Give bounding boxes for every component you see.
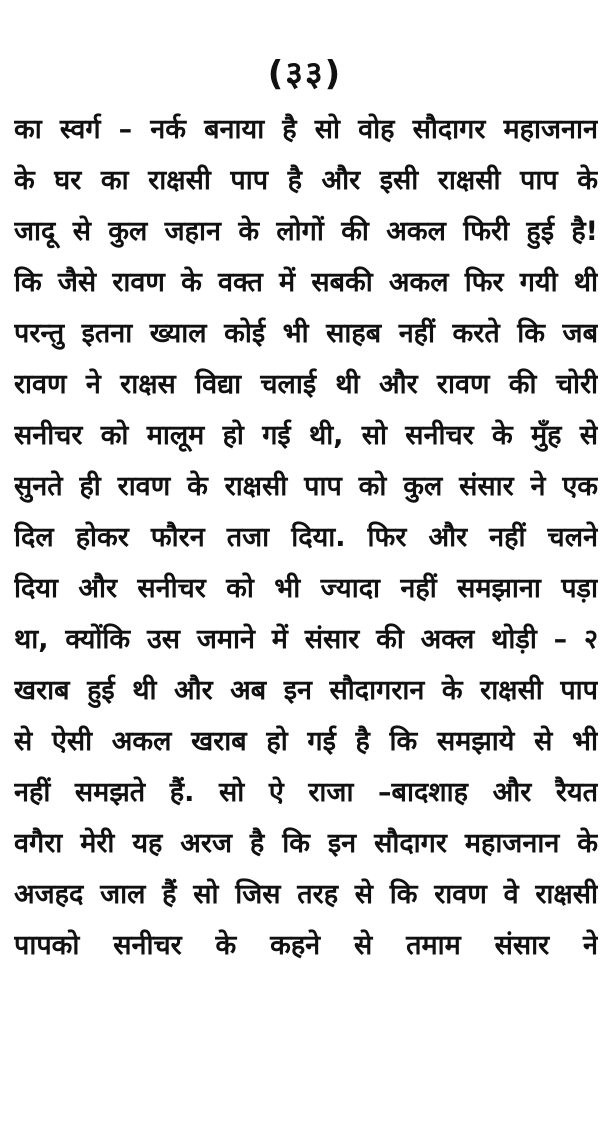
text-line: से ऐसी अकल खराब हो गई है कि समझाये से भी [14,726,598,757]
text-line: दिया और सनीचर को भी ज्यादा नहीं समझाना पड़ा [14,573,598,604]
text-line: कि जैसे रावण के वक्त में सबकी अकल फिर गयी थी [14,267,598,298]
text-line: के घर का राक्षसी पाप है और इसी राक्षसी पाप के [14,165,598,196]
text-line: दिल होकर फौरन तजा दिया. फिर और नहीं चलने [14,522,598,553]
text-line: वगैरा मेरी यह अरज है कि इन सौदागर महाजनान के [14,828,598,859]
text-line: खराब हुई थी और अब इन सौदागरान के राक्षसी पाप [14,675,598,706]
text-line: का स्वर्ग – नर्क बनाया है सो वोह सौदागर महाजनान [14,114,598,145]
text-line: सुनते ही रावण के राक्षसी पाप को कुल संसार ने एक [14,471,598,502]
text-line: रावण ने राक्षस विद्या चलाई थी और रावण की चोरी [14,369,598,400]
text-line: सनीचर को मालूम हो गई थी, सो सनीचर के मुँह से [14,420,598,451]
text-line: परन्तु इतना ख्याल कोई भी साहब नहीं करते कि जब [14,318,598,349]
text-line: अजहद जाल हैं सो जिस तरह से कि रावण वे राक्षसी [14,879,598,910]
text-line: जादू से कुल जहान के लोगों की अकल फिरी हुई है! [14,216,598,247]
text-line: पापको सनीचर के कहने से तमाम संसार ने [14,930,598,961]
body-text [14,104,598,971]
text-line: नहीं समझते हैं. सो ऐ राजा –बादशाह और रैयत [14,777,598,808]
text-line: था, क्योंकि उस जमाने में संसार की अक्ल थोड़ी – २ [14,624,598,655]
page-number: (३३) [267,54,343,94]
